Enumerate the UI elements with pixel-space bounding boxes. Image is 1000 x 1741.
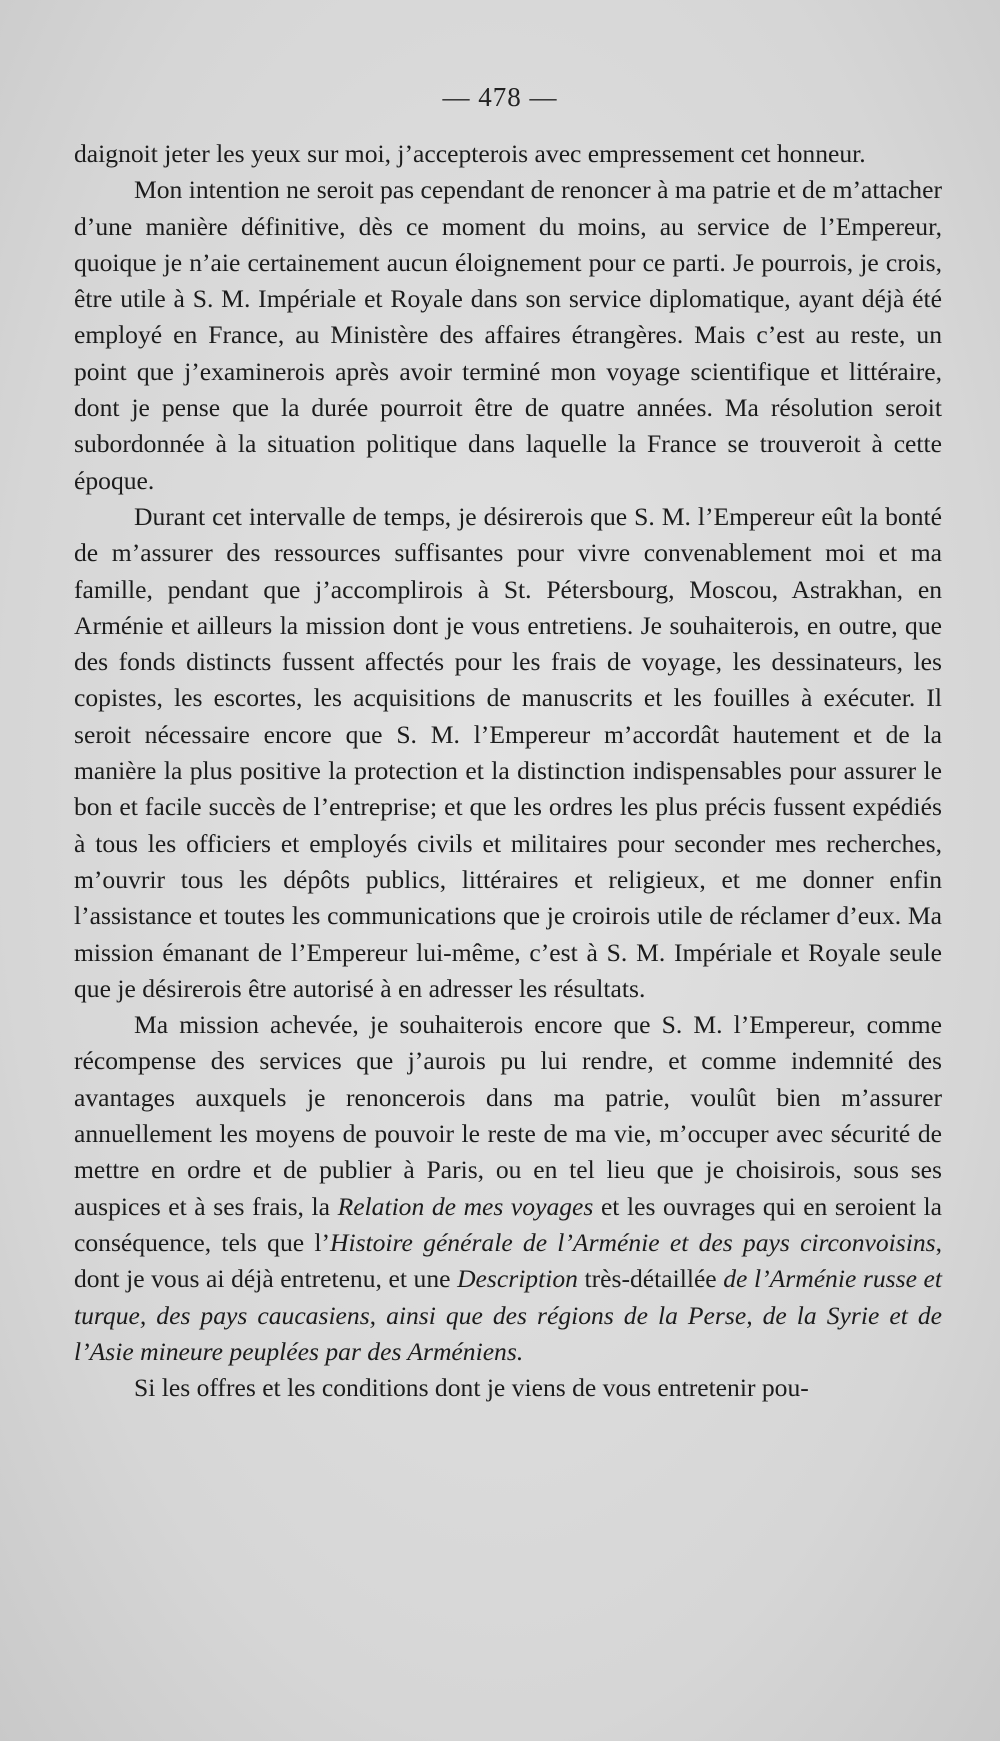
text-run: et les ouvrages qui en seroient la conséquence, tels que l’ xyxy=(74,1191,942,1257)
text-run: Ma mission achevée, je souhaiterois encore que S. M. l’Empereur, comme récompense des services que j’aurois pu lui rendre, et comme indemnité des avantages auxquels je renoncerois dans ma patrie, voulût bien m’assurer annuellement les moyens de pouvoir le reste de ma vie, m’occuper avec sécurité de mettre en ordre et de publier à Paris, ou en tel lieu que je choisirois, sous ses auspices et à ses frais, la xyxy=(74,1010,942,1221)
text-run: daignoit jeter les yeux sur moi, j’accepterois avec empressement cet honneur. xyxy=(74,139,866,168)
paragraph xyxy=(74,499,942,1007)
body-text xyxy=(74,136,942,1406)
paragraph xyxy=(74,136,942,172)
text-run: Si les offres et les conditions dont je viens de vous entretenir pou- xyxy=(134,1373,809,1403)
text-run: Mon intention ne seroit pas cependant de renoncer à ma patrie et de m’attacher d’une manière définitive, dès ce moment du moins, au service de l’Empereur, quoique je n’aie certainement aucun éloignement pour ce parti. Je pourrois, je crois, être utile à S. M. Impériale et Royale dans son service diplomatique, ayant déjà été employé en France, au Ministère des affaires étrangères. Mais c’est au reste, un point que j’examinerois après avoir terminé mon voyage scientifique et littéraire, dont je pense que la durée pourroit être de quatre années. Ma résolution seroit subordonnée à la situation politique dans laquelle la France se trouveroit à cette époque. xyxy=(74,175,942,495)
paragraph xyxy=(74,1370,942,1406)
italic-text: Description xyxy=(457,1264,578,1294)
text-run: très-détaillée xyxy=(577,1264,724,1294)
paragraph xyxy=(74,1007,942,1370)
text-run: , dont je vous ai déjà entretenu, et une xyxy=(74,1227,943,1294)
italic-text: de l’Arménie russe et turque, des pays caucasiens, ainsi que des régions de la Perse, de la Syrie et de l’Asie mineure peuplées par des Arméniens. xyxy=(74,1264,942,1366)
italic-text: Relation de mes voyages xyxy=(337,1191,594,1221)
italic-text: Histoire générale de l’Arménie et des pays circonvoisins xyxy=(329,1227,936,1257)
text-run: Durant cet intervalle de temps, je désirerois que S. M. l’Empereur eût la bonté de m’assurer des ressources suffisantes pour vivre convenablement moi et ma famille, pendant que j’accomplirois à St. Pétersbourg, Moscou, Astrakhan, en Arménie et ailleurs la mission dont je vous entretiens. Je souhaiterois, en outre, que des fonds distincts fussent affectés pour les frais de voyage, les dessinateurs, les copistes, les escortes, les acquisitions de manuscrits et les fouilles à exécuter. Il seroit nécessaire encore que S. M. l’Empereur m’accordât hautement et de la manière la plus positive la protection et la distinction indispensables pour assurer le bon et facile succès de l’entreprise; et que les ordres les plus précis fussent expédiés à tous les officiers et employés civils et militaires pour seconder mes recherches, m’ouvrir tous les dépôts publics, littéraires et religieux, et me donner enfin l’assistance et toutes les communications que je croirois utile de réclamer d’eux. Ma mission émanant de l’Empereur lui-même, c’est à S. M. Impériale et Royale seule que je désirerois être autorisé à en adresser les résultats. xyxy=(74,501,942,1003)
page-number: — 478 — xyxy=(442,82,558,112)
paragraph xyxy=(74,172,942,499)
